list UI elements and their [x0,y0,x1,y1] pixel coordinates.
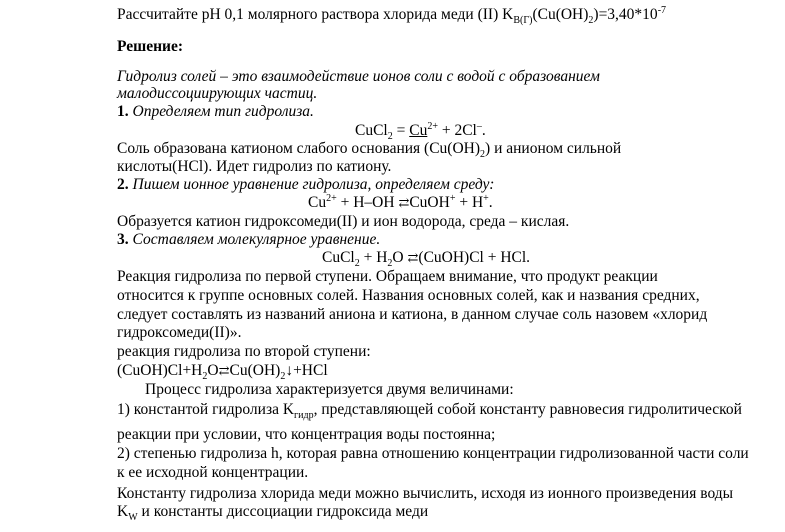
statement-formula: (Cu(OH) [532,6,589,23]
para2: Образуется катион гидроксомеди(II) и ион водорода, среда – кислая. [117,213,570,230]
eq4-c-sub: 2 [280,371,286,383]
statement-text: Рассчитайте pH 0,1 молярного раствора хлорида меди (II) K [117,6,514,23]
item1-end: , представляющей собой константу равновесия гидролитической [313,401,742,418]
eq4-a-sub: 2 [202,371,208,383]
step1-number: 1. [117,103,129,120]
item1-sub: гидр [294,410,314,422]
eq1-equals: = [392,122,410,139]
eq3-prod: (CuOH)Cl + HCl. [418,249,531,266]
solution-heading: Решение: [117,38,184,55]
step3-number: 3. [117,231,129,248]
equation-4 [117,362,328,383]
eq1-left-sub: 2 [387,131,393,143]
para1-text-end: ) и анионом сильной [485,140,622,157]
para3-line4: гидроксомеди(II)». [117,324,242,341]
eq3-h-sub: 2 [387,258,393,270]
eq2-cu-sup: 2+ [326,192,337,204]
eq1-cu: Cu [409,122,428,139]
para6-line2 [117,503,429,524]
statement-sub: В(Г) [513,15,533,27]
eq2-prod: CuOH [409,194,450,211]
eq2-plus: + H [455,194,484,211]
eq2-h-sup: + [483,192,489,204]
step1 [117,103,314,121]
step3 [117,231,380,249]
item1-start: 1) константой гидролиза K [117,401,295,418]
para5: Процесс гидролиза характеризуется двумя величинами: [145,381,514,398]
eq3-left-sub: 2 [354,258,360,270]
para6-line1: Константу гидролиза хлорида меди можно вычислить, исходя из ионного произведения воды [117,485,734,502]
eq1-left: CuCl [355,122,388,139]
eq3-o: O [392,249,408,266]
eq2-cu: Cu [308,194,327,211]
eq1-end: . [481,122,486,139]
statement-sub2: 2 [588,15,594,27]
eq2-prod-sup: + [449,192,456,204]
para3-line3: следует составлять из названий аниона и катиона, в данном случае соль назовем «хлорид [117,306,708,323]
para1-line2: кислоты(HCl). Идет гидролиз по катиону. [117,158,392,175]
para1-line1 [117,140,622,161]
definition-line2: малодиссоциирующих частиц. [117,85,318,102]
eq1-cl-sup: – [476,120,482,132]
equation-3 [322,249,531,270]
para6-end: и константы диссоциации гидроксида меди [137,503,429,520]
item1-line1 [117,401,742,422]
para1-text: Соль образована катионом слабого основания (Cu(OH) [117,140,481,157]
eq4-c: Cu(OH) [229,362,281,379]
definition-line1: Гидролиз солей – это взаимодействие ионов соли с водой с образованием [117,68,600,85]
eq3-left: CuCl [322,249,355,266]
equilibrium-arrow-icon: ⇄ [398,195,410,210]
step2-text: Пишем ионное уравнение гидролиза, определяем среду: [132,176,495,193]
eq4-d: ↓+HCl [285,362,328,379]
eq4-a: (CuOH)Cl+H [117,362,203,379]
eq2-end: . [488,194,493,211]
para6-k: K [117,503,129,520]
step2-number: 2. [117,176,129,193]
para1-sub: 2 [480,149,486,161]
equation-2 [308,194,493,212]
eq2-mid: + H–OH [336,194,399,211]
para4: реакция гидролиза по второй ступени: [117,343,371,360]
problem-statement [117,4,667,27]
eq1-rest: + 2Cl [437,122,477,139]
statement-value: )=3,40*10 [593,6,658,23]
step2 [117,176,494,194]
equation-1 [355,120,486,143]
statement-exp: -7 [657,4,667,16]
equilibrium-arrow-icon: ⇄ [218,363,230,378]
para3-line1: Реакция гидролиза по первой ступени. Обращаем внимание, что продукт реакции [117,268,658,285]
step1-text: Определяем тип гидролиза. [132,103,314,120]
equilibrium-arrow-icon: ⇄ [407,250,419,265]
para3-line2: относится к группе основных солей. Названия основных солей, как и названия средних, [117,287,700,304]
eq1-cu-sup: 2+ [427,120,438,132]
eq3-mid: + H [359,249,388,266]
item2-line1: 2) степенью гидролиза h, которая равна отношению концентрации гидролизованной части соли [117,445,749,462]
item2-line2: к ее исходной концентрации. [117,464,309,481]
para6-sub: W [128,512,138,524]
eq4-b: O [207,362,219,379]
item1-line2: реакции при условии, что концентрация воды постоянна; [117,426,496,443]
step3-text: Составляем молекулярное уравнение. [132,231,381,248]
